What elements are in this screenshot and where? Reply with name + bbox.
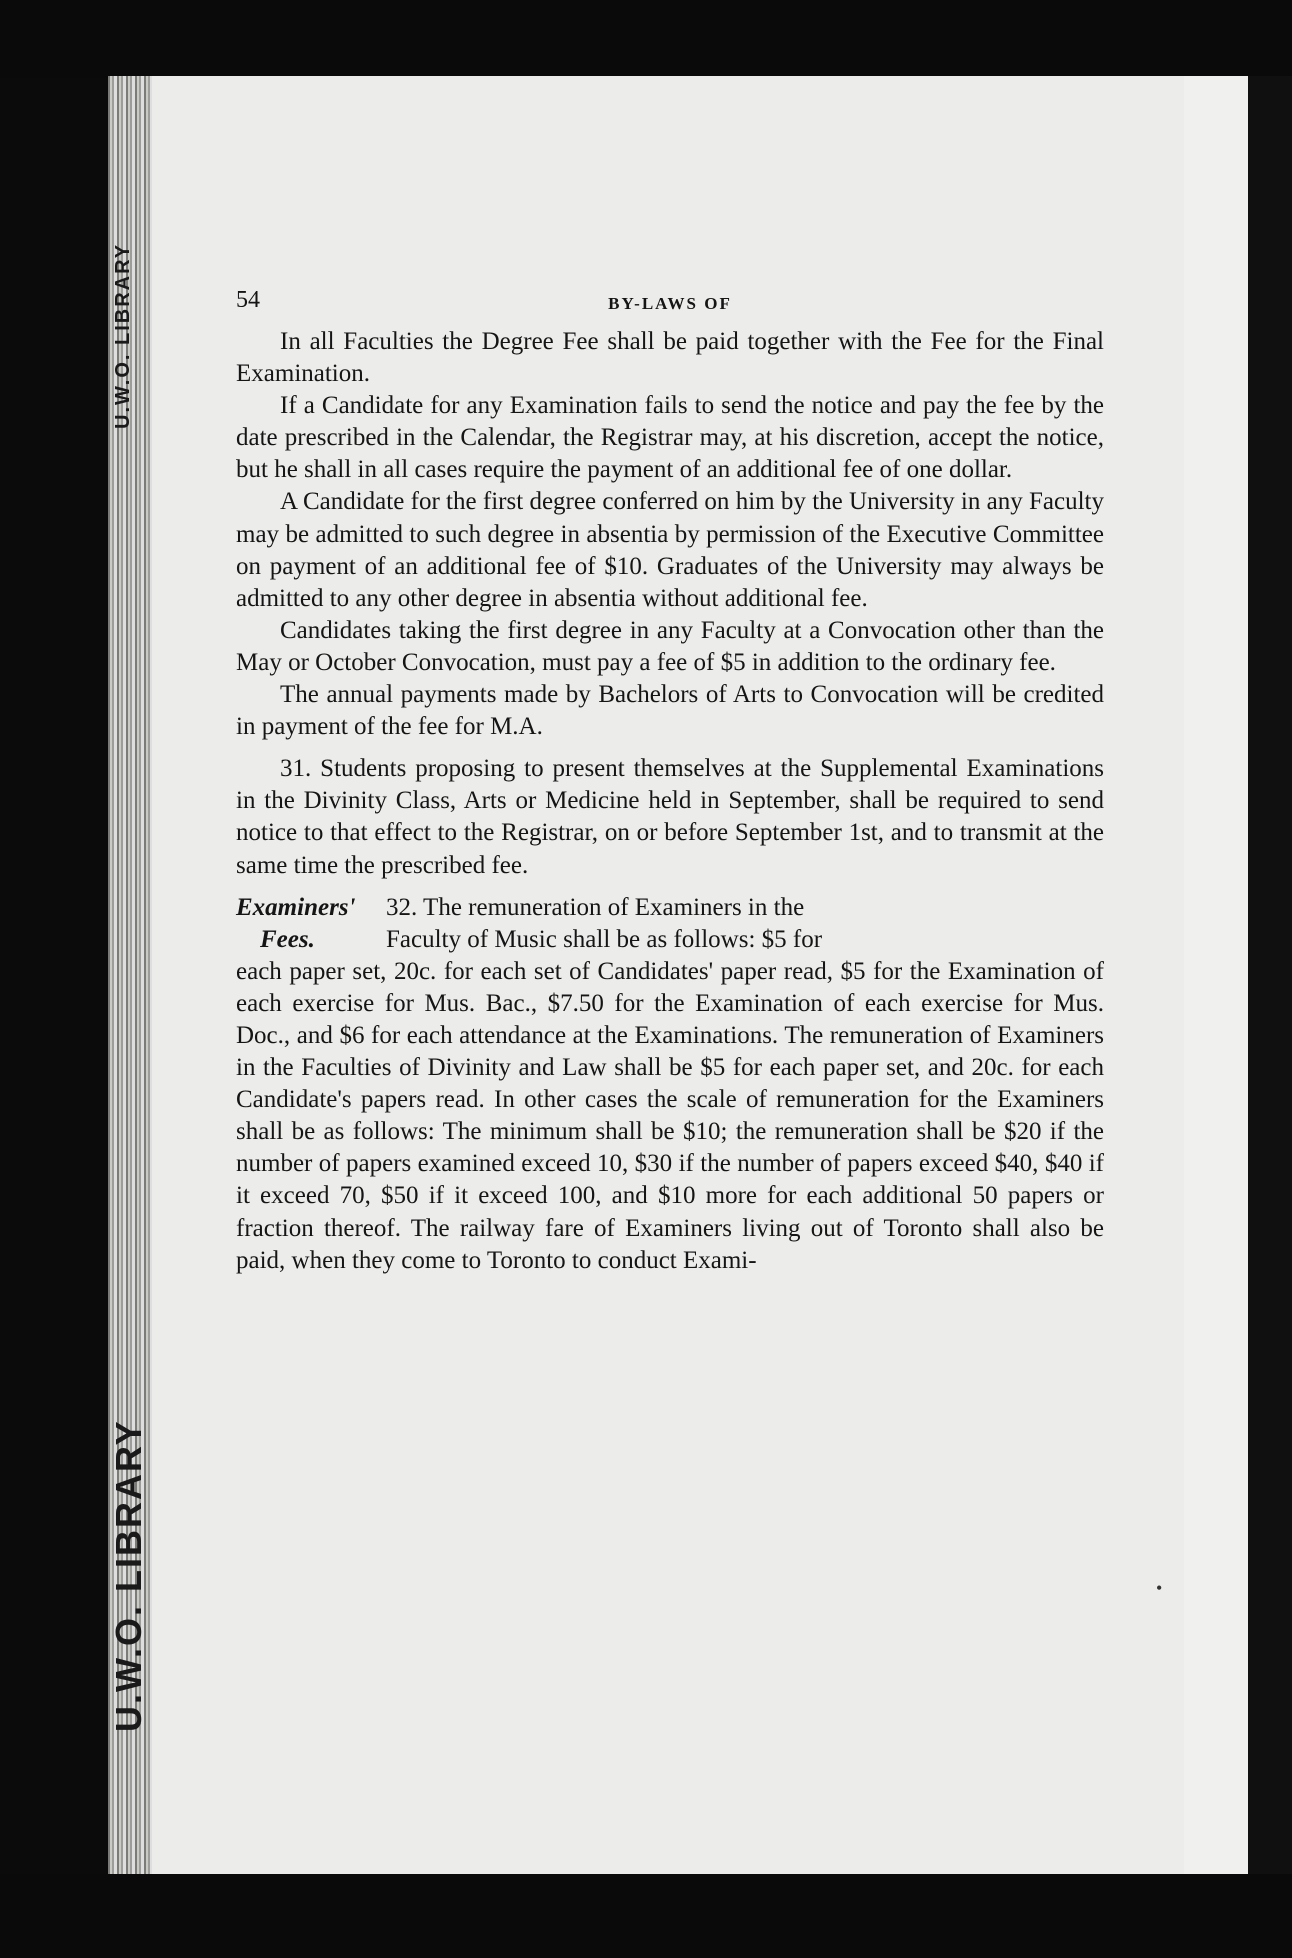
side-note-line1: Examiners' xyxy=(236,893,356,921)
adjacent-page-edge xyxy=(1184,76,1248,1874)
scan-border-top xyxy=(0,0,1292,78)
paragraph-late-notice: If a Candidate for any Examination fails to send the notice and pay the fee by the date prescribed in the Calendar, the Registrar may, at his discretion, accept the notice, but he shall in all cases require the payment of an additional fee of one dollar. xyxy=(236,392,1104,484)
page-edge-shadow xyxy=(1248,76,1292,1874)
margin-mark: • xyxy=(1156,1578,1163,1598)
spine-label-top: U.W.O. LIBRARY xyxy=(112,242,134,430)
paragraph-other-convocation: Candidates taking the first degree in any Faculty at a Convocation other than the May or October Convocation, must pay a fee of $5 in addition to the ordinary fee. xyxy=(236,616,1104,676)
paragraph-section-31: 31. Students proposing to present themselves at the Supplemental Examinations in the Divinity Class, Arts or Medicine held in September, shall be required to send notice to that effect to the Registrar, on or before September 1st, and to transmit at the same time the prescribed fee. xyxy=(236,755,1104,879)
paragraph-degree-fee: In all Faculties the Degree Fee shall be paid together with the Fee for the Final Examination. xyxy=(236,328,1104,388)
section-32-body: each paper set, 20c. for each set of Candidates' paper read, $5 for the Examination of each exercise for Mus. Bac., $7.50 for the Examination of each exercise for Mus. Doc., and $6 for each attendance at the Examinations. The remuneration of Examiners in the Faculties of Divinity and Law shall be $5 for each paper set, and 20c. for each Candidate's papers read. In other cases the scale of remuneration for the Examiners shall be as follows: The minimum shall be $10; the remuneration shall be $20 if the number of papers examined exceed 10, $30 if the number of papers exceed $40, $40 if it exceed 70, $50 if it exceed 100, and $10 more for each additional 50 papers or fraction thereof. The railway fare of Examiners living out of Toronto shall also be paid, when they come to Toronto to conduct Exami- xyxy=(236,957,1104,1274)
library-spine-strip xyxy=(108,76,152,1874)
running-head xyxy=(236,284,1104,318)
paragraph-bachelors-payments: The annual payments made by Bachelors of Arts to Convocation will be credited in payment of the fee for M.A. xyxy=(236,681,1104,741)
section-32-lead-line1: 32. The remuneration of Examiners in the xyxy=(386,893,805,921)
paragraph-in-absentia: A Candidate for the first degree conferred on him by the University in any Faculty may be admitted to such degree in absentia by permission of the Executive Committee on payment of an additional fee of $10. Graduates of the University may always be admitted to any other degree in absentia without additional fee. xyxy=(236,488,1104,612)
side-note-examiners-fees xyxy=(236,892,386,956)
side-note-line2: Fees. xyxy=(260,925,315,953)
scan-border-bottom xyxy=(0,1874,1292,1958)
page-text xyxy=(236,284,1104,1277)
section-32-lead xyxy=(386,892,1104,956)
spine-label-bottom: U.W.O. LIBRARY xyxy=(108,1419,149,1733)
running-title: BY-LAWS OF xyxy=(608,294,732,313)
section-32-lead-line2: Faculty of Music shall be as follows: $5 for xyxy=(386,925,823,953)
page-number: 54 xyxy=(236,287,260,313)
section-32 xyxy=(236,892,1104,956)
